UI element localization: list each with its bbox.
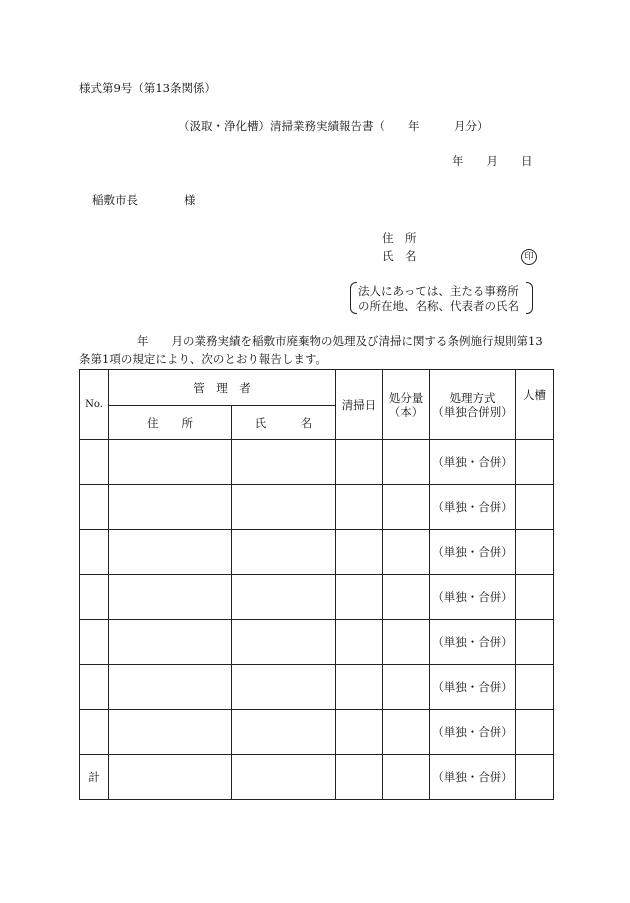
- total-label: 計: [80, 755, 109, 800]
- address-label: 住 所: [382, 231, 417, 245]
- cell-no[interactable]: [80, 620, 109, 665]
- col-address-header: 住 所: [109, 406, 232, 440]
- cell-method[interactable]: （単独・合併）: [430, 620, 516, 665]
- table-row: [80, 620, 554, 665]
- body-text-line-1: 年 月の業務実績を稲敷市廃棄物の処理及び清掃に関する条例施行規則第13: [137, 334, 543, 348]
- cell-disposal-amount[interactable]: [383, 755, 430, 800]
- cell-capacity[interactable]: [516, 485, 554, 530]
- table-row: [80, 485, 554, 530]
- cell-name[interactable]: [232, 485, 336, 530]
- table-row: [80, 440, 554, 485]
- cell-method[interactable]: （単独・合併）: [430, 530, 516, 575]
- cell-capacity[interactable]: [516, 665, 554, 710]
- cell-address[interactable]: [109, 620, 232, 665]
- report-table: [79, 369, 554, 800]
- cell-name[interactable]: [232, 620, 336, 665]
- cell-no[interactable]: [80, 710, 109, 755]
- cell-cleaning-date[interactable]: [336, 530, 383, 575]
- cell-cleaning-date[interactable]: [336, 665, 383, 710]
- table-row: [80, 530, 554, 575]
- cell-disposal-amount[interactable]: [383, 575, 430, 620]
- corporate-note-line-2: の所在地、名称、代表者の氏名: [358, 299, 519, 313]
- cell-capacity[interactable]: [516, 710, 554, 755]
- cell-disposal-amount[interactable]: [383, 620, 430, 665]
- name-label: 氏 名: [382, 249, 417, 263]
- cell-capacity[interactable]: [516, 530, 554, 575]
- cell-name[interactable]: [232, 440, 336, 485]
- cell-cleaning-date[interactable]: [336, 440, 383, 485]
- cell-method[interactable]: （単独・合併）: [430, 575, 516, 620]
- cell-address[interactable]: [109, 755, 232, 800]
- cell-address[interactable]: [109, 530, 232, 575]
- cell-capacity[interactable]: [516, 620, 554, 665]
- cell-name[interactable]: [232, 530, 336, 575]
- table-row: [80, 710, 554, 755]
- cell-disposal-amount[interactable]: [383, 440, 430, 485]
- cell-capacity[interactable]: [516, 575, 554, 620]
- cell-disposal-amount[interactable]: [383, 710, 430, 755]
- cell-address[interactable]: [109, 710, 232, 755]
- corporate-note-line-1: 法人にあっては、主たる事務所: [358, 284, 519, 298]
- cell-method[interactable]: （単独・合併）: [430, 665, 516, 710]
- cell-disposal-amount[interactable]: [383, 665, 430, 710]
- cell-cleaning-date[interactable]: [336, 710, 383, 755]
- col-manager-header: 管 理 者: [109, 370, 336, 406]
- date-line: 年 月 日: [452, 154, 533, 168]
- cell-address[interactable]: [109, 440, 232, 485]
- disposal-amount-label: 処分量: [388, 390, 424, 405]
- cell-method[interactable]: （単独・合併）: [430, 440, 516, 485]
- cell-disposal-amount[interactable]: [383, 530, 430, 575]
- cell-capacity[interactable]: [516, 755, 554, 800]
- cell-no[interactable]: [80, 575, 109, 620]
- cell-method[interactable]: （単独・合併）: [430, 485, 516, 530]
- cell-name[interactable]: [232, 710, 336, 755]
- cell-cleaning-date[interactable]: [336, 485, 383, 530]
- cell-name[interactable]: [232, 665, 336, 710]
- cell-cleaning-date[interactable]: [336, 620, 383, 665]
- document-title: （汲取・浄化槽）清掃業務実績報告書（ 年 月分）: [178, 119, 489, 133]
- cell-method[interactable]: （単独・合併）: [430, 755, 516, 800]
- seal-mark: 印: [521, 249, 537, 265]
- cell-name[interactable]: [232, 755, 336, 800]
- table-row: [80, 665, 554, 710]
- cell-address[interactable]: [109, 485, 232, 530]
- cell-method[interactable]: （単独・合併）: [430, 710, 516, 755]
- cell-cleaning-date[interactable]: [336, 575, 383, 620]
- table-total-row: [80, 755, 554, 800]
- cell-address[interactable]: [109, 665, 232, 710]
- col-capacity-header: 人槽: [516, 370, 554, 440]
- table-header-row: [80, 370, 554, 406]
- method-label: 処理方式: [449, 390, 496, 405]
- method-sub-label: （単独合併別）: [432, 404, 513, 419]
- col-disposal-amount-header: [383, 370, 430, 440]
- cell-no[interactable]: [80, 485, 109, 530]
- cell-capacity[interactable]: [516, 440, 554, 485]
- addressee: 稲敷市長 様: [92, 193, 196, 207]
- cell-no[interactable]: [80, 665, 109, 710]
- col-cleaning-date-header: 清掃日: [336, 370, 383, 440]
- cell-disposal-amount[interactable]: [383, 485, 430, 530]
- cell-no[interactable]: [80, 530, 109, 575]
- cell-name[interactable]: [232, 575, 336, 620]
- cell-cleaning-date[interactable]: [336, 755, 383, 800]
- cell-no[interactable]: [80, 440, 109, 485]
- cell-address[interactable]: [109, 575, 232, 620]
- col-name-header: 氏 名: [232, 406, 336, 440]
- form-number: 様式第9号（第13条関係）: [79, 81, 216, 95]
- table-row: [80, 575, 554, 620]
- col-method-header: [430, 370, 516, 440]
- disposal-unit-label: （本）: [388, 404, 424, 419]
- col-no-header: No.: [80, 370, 109, 440]
- body-text-line-2: 条第1項の規定により、次のとおり報告します。: [79, 352, 327, 366]
